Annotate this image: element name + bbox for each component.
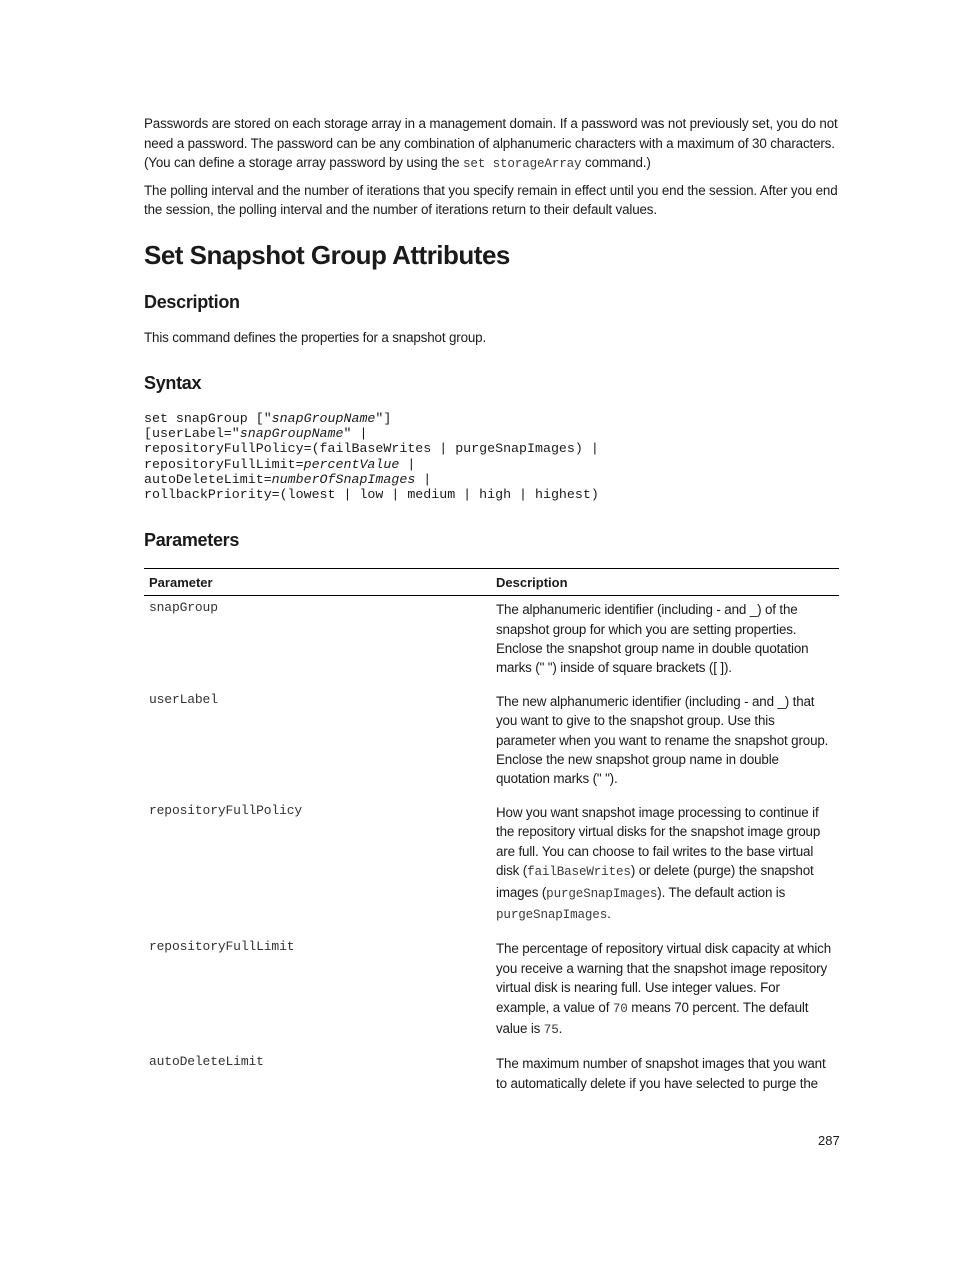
column-header-parameter: Parameter bbox=[144, 569, 491, 596]
desc-text: ) or delete (purge) the snapshot images ( bbox=[496, 863, 814, 900]
inline-code: 70 bbox=[612, 1001, 628, 1016]
description-text: This command defines the properties for a snapshot group. bbox=[144, 329, 487, 345]
inline-code: set storageArray bbox=[462, 157, 582, 171]
parameters-heading: Parameters bbox=[144, 530, 240, 551]
inline-code: purgeSnapImages bbox=[546, 886, 658, 901]
intro-paragraph-2: The polling interval and the number of iterations that you specify remain in effect until you end the session. After you end the session, the polling interval and the number of iterations return to their default values. bbox=[144, 182, 838, 217]
parameter-description bbox=[491, 935, 839, 1050]
code-text: "] bbox=[375, 411, 392, 426]
parameter-description: The alphanumeric identifier (including - and _) of the snapshot group for which you are setting properties. Enclose the snapshot group name in double quotation marks (" ") inside of square brackets ([ ]). bbox=[496, 602, 809, 676]
parameter-name: autoDeleteLimit bbox=[149, 1054, 264, 1070]
parameter-name: repositoryFullPolicy bbox=[149, 802, 303, 818]
page-number: 287 bbox=[818, 1133, 840, 1148]
intro-paragraph-1 bbox=[144, 114, 840, 175]
code-text: [userLabel=" bbox=[144, 426, 240, 442]
table-row bbox=[144, 688, 839, 799]
intro-text: command.) bbox=[581, 155, 651, 170]
parameter-name: repositoryFullLimit bbox=[149, 939, 295, 955]
inline-code: purgeSnapImages bbox=[496, 907, 608, 922]
parameter-name: snapGroup bbox=[149, 600, 218, 616]
table-header-row bbox=[144, 569, 839, 596]
desc-text: ). The default action is bbox=[657, 884, 786, 900]
parameter-description bbox=[491, 799, 839, 935]
code-text: " | bbox=[343, 426, 368, 442]
parameter-description: The maximum number of snapshot images that you want to automatically delete if you have selected to purge the bbox=[496, 1056, 826, 1091]
page-title: Set Snapshot Group Attributes bbox=[144, 239, 510, 270]
code-text: | bbox=[415, 471, 432, 487]
code-text: repositoryFullLimit= bbox=[144, 456, 304, 472]
code-text: set snapGroup [" bbox=[144, 411, 272, 426]
table-row bbox=[144, 1050, 839, 1103]
parameters-table bbox=[144, 568, 839, 1103]
syntax-heading: Syntax bbox=[144, 373, 202, 393]
page-content bbox=[144, 114, 840, 1103]
desc-text: means 70 percent. The default value is bbox=[496, 999, 809, 1036]
desc-text: . bbox=[558, 1020, 563, 1036]
table-row bbox=[144, 596, 839, 688]
inline-code: failBaseWrites bbox=[527, 865, 631, 880]
table-row bbox=[144, 935, 839, 1050]
code-placeholder: snapGroupName bbox=[271, 411, 376, 426]
code-placeholder: numberOfSnapImages bbox=[271, 471, 416, 487]
code-text: repositoryFullPolicy=(failBaseWrites | purgeSnapImages) | bbox=[144, 441, 599, 457]
code-placeholder: snapGroupName bbox=[239, 426, 344, 442]
column-header-description: Description bbox=[491, 569, 839, 596]
code-placeholder: percentValue bbox=[303, 456, 400, 472]
code-text: | bbox=[399, 456, 416, 472]
description-heading: Description bbox=[144, 291, 240, 312]
desc-text: How you want snapshot image processing to continue if the repository virtual disks for the snapshot image group are full. You can choose to fail writes to the base virtual disk ( bbox=[496, 804, 821, 879]
desc-text: The percentage of repository virtual disk capacity at which you receive a warning that the snapshot image repository virtual disk is nearing full. Use integer values. For example, a value of bbox=[496, 941, 832, 1015]
code-text: rollbackPriority=(lowest | low | medium | high | highest) bbox=[144, 487, 599, 503]
syntax-code-block bbox=[144, 411, 840, 502]
parameter-description: The new alphanumeric identifier (including - and _) that you want to give to the snapshot group. Use this parameter when you want to rename the snapshot group. Enclose the new snapshot group name in double quotation marks (" "). bbox=[496, 693, 829, 787]
inline-code: 75 bbox=[543, 1022, 559, 1037]
intro-text: Passwords are stored on each storage array in a management domain. If a password was not previously set, you do not need a password. The password can be any combination of alphanumeric characters with a maximum of 30 characters. (You can define a storage array password by using the bbox=[144, 116, 838, 170]
desc-text: . bbox=[607, 905, 611, 921]
parameter-name: userLabel bbox=[149, 691, 218, 707]
code-text: autoDeleteLimit= bbox=[144, 471, 272, 487]
table-row bbox=[144, 799, 839, 935]
